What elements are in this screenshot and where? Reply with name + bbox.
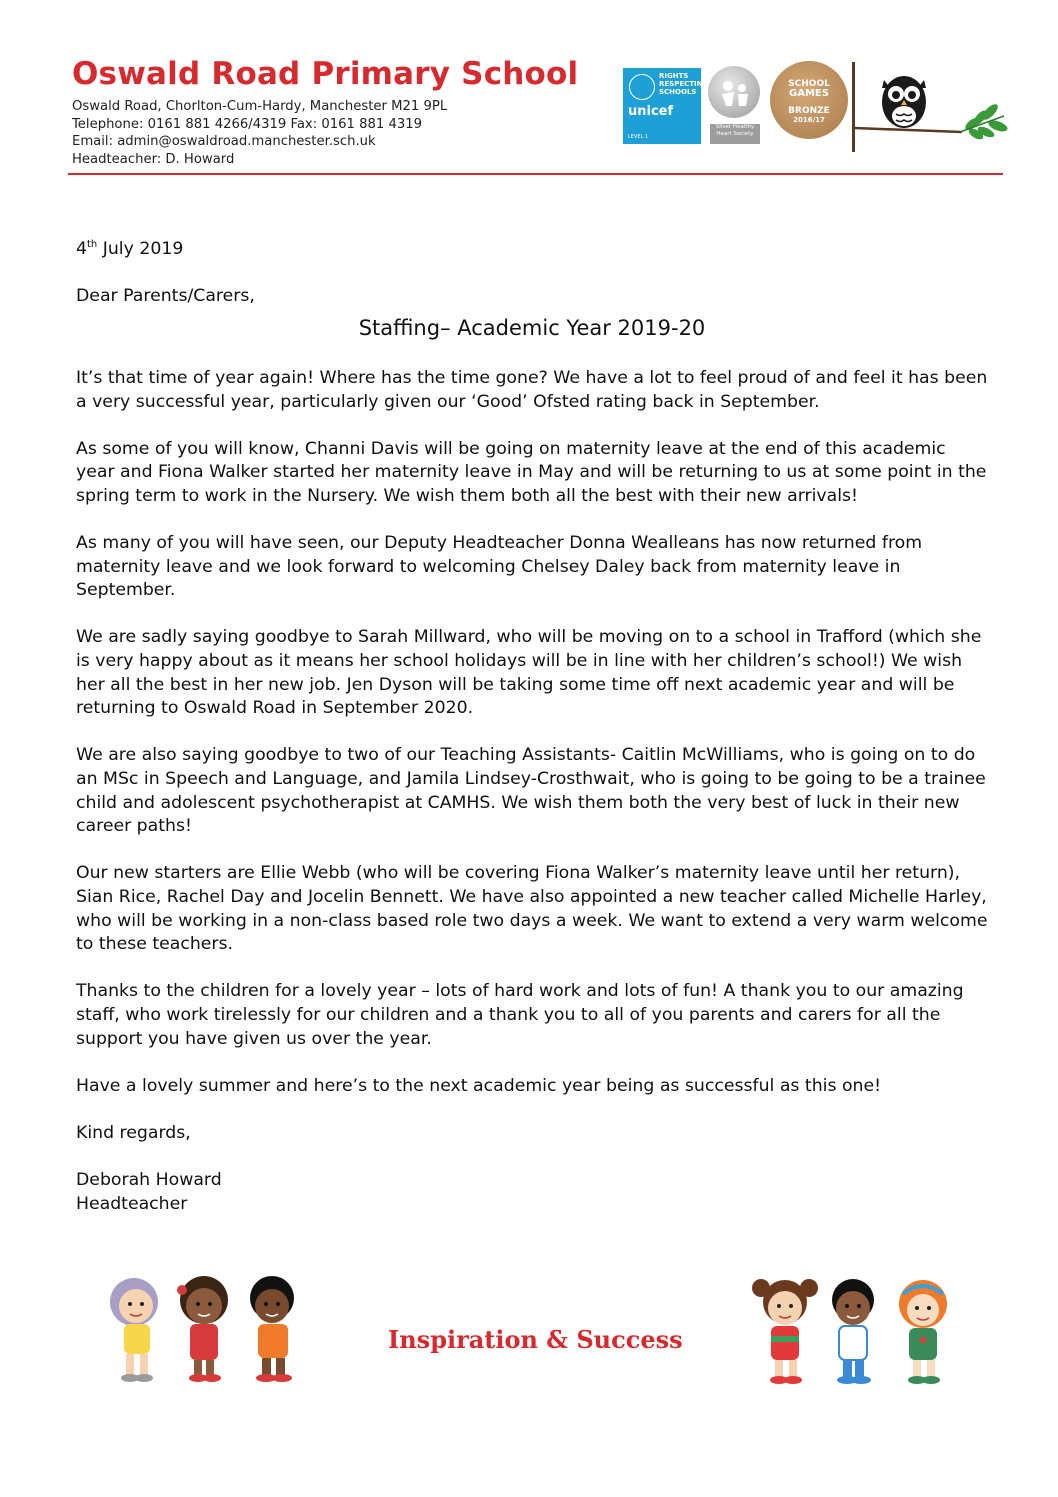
date-day: 4 — [76, 238, 87, 259]
owl-on-branch-icon — [852, 62, 1012, 154]
school-contact-block — [72, 98, 447, 168]
closing: Kind regards, — [76, 1122, 191, 1143]
school-games-line1: SCHOOL — [788, 79, 830, 89]
paragraph-thanks: Thanks to the children for a lovely year – lots of hard work and lots of fun! A thank you to our amazing staff, who work tirelessly for our children and a thank you to all of you parents and carers for all the support you have given us over the year. — [76, 981, 964, 1049]
school-headteacher: Headteacher: D. Howard — [72, 151, 235, 167]
school-games-line2: GAMES — [789, 88, 829, 99]
unicef-wordmark: unicef — [628, 104, 674, 119]
rrs-logo-text: RIGHTS RESPECTING SCHOOLS — [659, 72, 709, 96]
silver-award-caption: Silver Healthy Heart Society — [710, 124, 760, 144]
footer-motto: Inspiration & Success — [388, 1325, 683, 1354]
silver-award-logo — [708, 66, 762, 146]
paragraph-returners: As many of you will have seen, our Deputy Headteacher Donna Wealleans has now returned from maternity leave and we look forward to welcoming Chelsey Daley back from maternity leave in September. — [76, 533, 923, 601]
paragraph-leavers: We are sadly saying goodbye to Sarah Millward, who will be moving on to a school in Trafford (which she is very happy about as it means her school holidays will be in line with her children’s school!) We wish her all the best in her new job. Jen Dyson will be taking some time off next academic year and will be returning to Oswald Road in September 2020. — [76, 627, 982, 719]
school-games-bronze-logo — [770, 61, 848, 139]
letter-date — [76, 233, 988, 261]
rights-respecting-schools-logo — [623, 68, 709, 144]
paragraph-intro: It’s that time of year again! Where has the time gone? We have a lot to feel proud of and feel it has been a very successful year, particularly given our ‘Good’ Ofsted rating back in September. — [76, 367, 988, 412]
paragraph-new-starters: Our new starters are Ellie Webb (who will be covering Fiona Walker’s maternity leave until her return), Sian Rice, Rachel Day and Jocelin Bennett. We have also appointed a new teacher called Michelle Harley, who will be working in a non-class based role two days a week. We want to extend a very warm welcome to these teachers. — [76, 863, 988, 955]
salutation: Dear Parents/Carers, — [76, 286, 255, 307]
paragraph-summer: Have a lovely summer and here’s to the next academic year being as successful as this one! — [76, 1075, 882, 1096]
signatory-name: Deborah Howard — [76, 1170, 222, 1191]
silver-medal-icon — [708, 66, 760, 118]
paragraph-teaching-assistants: We are also saying goodbye to two of our Teaching Assistants- Caitlin McWilliams, who is going on to do an MSc in Speech and Language, and Jamila Lindsey-Crosthwait, who is going to be going to be a trainee child and adolescent psychotherapist at CAMHS. We wish them both the very best of luck in their new career paths! — [76, 745, 986, 837]
header-divider — [68, 173, 1003, 175]
letter-title: Staffing– Academic Year 2019-20 — [358, 315, 706, 340]
rrs-level: LEVEL 1 — [628, 134, 649, 140]
rrs-emblem-icon — [629, 74, 655, 100]
letter-body — [76, 233, 988, 1216]
cartoon-children-right-icon — [747, 1266, 965, 1390]
date-month-year: July 2019 — [97, 238, 184, 259]
signatory-role: Headteacher — [76, 1193, 188, 1214]
school-telephone: Telephone: 0161 881 4266/4319 Fax: 0161 881 4319 — [72, 116, 423, 132]
cartoon-children-left-icon — [96, 1264, 314, 1388]
paragraph-maternity: As some of you will know, Channi Davis will be going on maternity leave at the end of this academic year and Fiona Walker started her maternity leave in May and will be returning to us at some point in the spring term to work in the Nursery. We wish them both all the best with their new arrivals! — [76, 438, 987, 506]
school-name: Oswald Road Primary School — [72, 56, 579, 92]
school-games-level: BRONZE — [788, 106, 830, 116]
school-games-year: 2016/17 — [793, 116, 825, 124]
school-email: Email: admin@oswaldroad.manchester.sch.uk — [72, 134, 376, 150]
date-suffix: th — [87, 239, 98, 250]
school-address: Oswald Road, Chorlton-Cum-Hardy, Manchester M21 9PL — [72, 99, 448, 114]
